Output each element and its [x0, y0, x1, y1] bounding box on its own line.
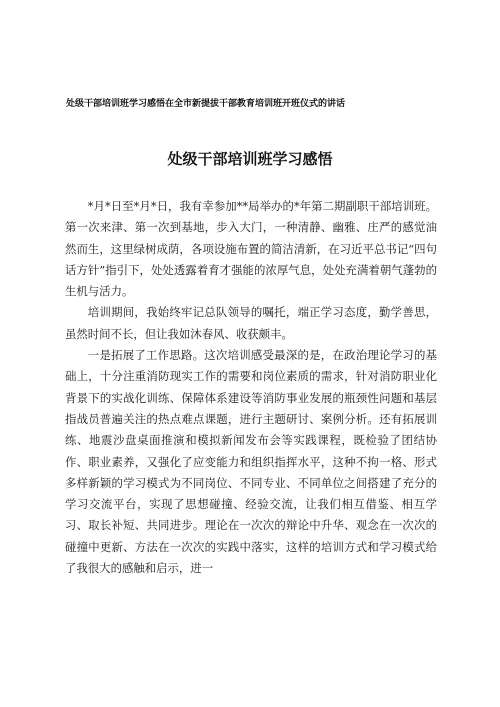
document-body	[65, 196, 437, 579]
document-header: 处级干部培训班学习感悟在全市新提拔干部教育培训班开班仪式的讲话	[66, 99, 346, 109]
document-title: 处级干部培训班学习感悟	[167, 150, 333, 168]
paragraph: 培训期间，我始终牢记总队领导的嘱托，端正学习态度，勤学善思，虽然时间不长，但让我如沐春风、收获颇丰。	[65, 305, 437, 341]
paragraph: *月*日至*月*日，我有幸参加**局举办的*年第二期副职干部培训班。第一次来津、第一次到基地，步入大门，一种清静、幽雅、庄严的感觉油然而生，这里绿树成荫，各项设施布置的简洁清新，在习近平总书记“四句话方针”指引下，处处透露着育才强能的浓厚气息，处处充满着朝气蓬勃的生机与活力。	[65, 199, 437, 299]
paragraph: 一是拓展了工作思路。这次培训感受最深的是，在政治理论学习的基础上，十分注重消防现实工作的需要和岗位素质的需求，针对消防职业化背景下的实战化训练、保障体系建设等消防事业发展的瓶颈性问题和基层指战员普遍关注的热点难点课题，进行主题研讨、案例分析。还有拓展训练、地震沙盘桌面推演和模拟新闻发布会等实践课程，既检验了团结协作、职业素养，又强化了应变能力和组织指挥水平，这种不拘一格、形式多样新颖的学习模式为不同岗位、不同专业、不同单位之间搭建了充分的学习交流平台，实现了思想碰撞、经验交流，让我们相互借鉴、相互学习、取长补短、共同进步。理论在一次次的辩论中升华、观念在一次次的碰撞中更新、方法在一次次的实践中落实，这样的培训方式和学习模式给了我很大的感触和启示，进一	[65, 348, 437, 576]
